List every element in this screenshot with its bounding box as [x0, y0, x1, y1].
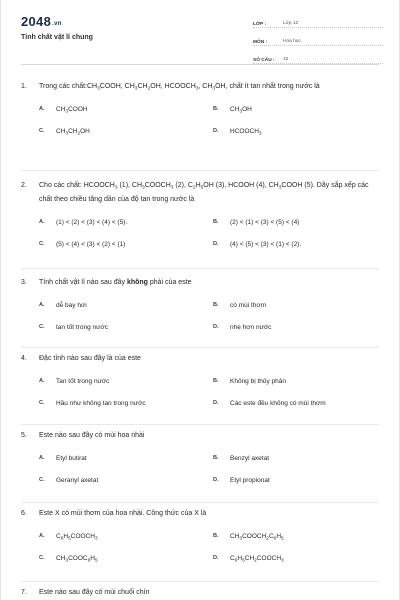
- option-a[interactable]: A. (1) < (2) < (3) < (4) < (5).: [39, 218, 128, 226]
- option-c[interactable]: C. $CH_3CH_2OH$: [39, 127, 90, 136]
- option-b[interactable]: B. $CH_3OH$: [213, 105, 252, 114]
- option-a[interactable]: A. $CH_3COOH$: [39, 105, 88, 114]
- meta-row-count: SỐ CÂU : 10: [253, 49, 383, 64]
- question-5: 5. Este nào sau đây có mùi hoa nhài A. Etyl butirat B. Benzyl axetat C. Geranyl axetat D. Etyl propionat: [21, 429, 381, 491]
- page-title: Tính chất vật lí chung: [21, 34, 93, 41]
- question-stem: Este X có mùi thơm của hoa nhài. Công thức của X là: [39, 510, 207, 517]
- option-c[interactable]: C. tan tốt trong nước: [39, 323, 108, 331]
- option-d[interactable]: D. (4) < (5) < (3) < (1) < (2).: [213, 240, 302, 248]
- page-header: [1, 0, 399, 66]
- option-c[interactable]: C. (5) < (4) < (3) < (2) < (1): [39, 240, 126, 248]
- option-c[interactable]: C. Geranyl axetat: [39, 476, 99, 484]
- question-stem: Tính chất vật lí nào sau đây không phải của este: [39, 279, 192, 286]
- option-d[interactable]: D. nhẹ hơn nước: [213, 323, 272, 331]
- question-4: 4. Đặc tính nào sau đây là của este A. Tan tốt trong nước B. Không bị thủy phân C. Hầu như không tan trong nước D. Các este đều không có mùi thơm: [21, 352, 381, 414]
- question-3: 3. Tính chất vật lí nào sau đây không phải của este A. dễ bay hơi B. có mùi thơm C. tan tốt trong nước D. nhẹ hơn nước: [21, 276, 381, 338]
- question-divider: [21, 268, 379, 269]
- option-d[interactable]: D. Etyl propionat: [213, 476, 270, 484]
- question-divider: [21, 581, 379, 582]
- option-a[interactable]: A. $C_6H_5COOCH_3$: [39, 532, 98, 541]
- meta-row-subject: MÔN : Hóa học: [253, 31, 383, 46]
- option-b[interactable]: B. (2) < (1) < (3) < (5) < (4): [213, 218, 300, 226]
- option-d[interactable]: D. Các este đều không có mùi thơm: [213, 399, 326, 407]
- option-a[interactable]: A. Etyl butirat: [39, 454, 87, 462]
- question-stem: Cho các chất: $HCOOCH_3$ (1), $CH_3COOCH_3$ (2), $C_2H_5OH$ (3), HCOOH (4), $CH_3COOH$ (5). Dãy sắp xếp các chất theo chiều tăng dần của độ tan trong nước là: [39, 182, 369, 203]
- option-b[interactable]: B. Benzyl axetat: [213, 454, 270, 462]
- option-b[interactable]: B. có mùi thơm: [213, 301, 267, 309]
- question-divider: [21, 347, 379, 348]
- option-a[interactable]: A. Tan tốt trong nước: [39, 377, 110, 385]
- option-b[interactable]: B. $CH_3COOCH_2C_6H_5$: [213, 532, 284, 541]
- option-a[interactable]: A. dễ bay hơi: [39, 301, 87, 309]
- header-divider: [21, 64, 379, 65]
- option-c[interactable]: C. Hầu như không tan trong nước: [39, 399, 146, 407]
- question-stem: Este nào sau đây có mùi hoa nhài: [39, 432, 145, 439]
- question-stem: Este nào sau đây có mùi chuối chín: [39, 589, 150, 596]
- question-7: 7. Este nào sau đây có mùi chuối chín: [21, 586, 381, 600]
- meta-box: [253, 13, 383, 67]
- question-2: 2. Cho các chất: $HCOOCH_3$ (1), $CH_3COOCH_3$ (2), $C_2H_5OH$ (3), HCOOH (4), $CH_3COOH$ (5). Dãy sắp xếp các chất theo chiều tăng dần của độ tan trong nước là A. (1) < (2) < (3) < (4) < (5). B. (2) < (1) < (3) < (5) < (4) C. (5) < (4) < (3) < (2) < (1) D. (4) < (5) < (3) < (1) < (2).: [21, 179, 381, 255]
- option-c[interactable]: C. $CH_3COOC_6H_5$: [39, 554, 98, 563]
- question-6: 6. Este X có mùi thơm của hoa nhài. Công thức của X là A. $C_6H_5COOCH_3$ B. $CH_3COOCH_2C_6H_5$ C. $CH_3COOC_6H_5$ D. $C_6H_5CH_2COOCH_3$: [21, 507, 381, 569]
- question-1: 1. Trong các $chất:CH_3COOH$, $CH_3CH_2OH$, $HCOOCH_3$, $CH_3OH$, chất ít tan nhất trong nước là A. $CH_3COOH$ B. $CH_3OH$ C. $CH_3CH_2OH$ D. $HCOOCH_3$: [21, 80, 381, 142]
- option-d[interactable]: D. $C_6H_5CH_2COOCH_3$: [213, 554, 284, 563]
- option-d[interactable]: D. $HCOOCH_3$: [213, 127, 262, 136]
- question-divider: [21, 502, 379, 503]
- question-divider: [21, 424, 379, 425]
- site-logo[interactable]: 2048.vn: [21, 14, 62, 29]
- question-stem: Đặc tính nào sau đây là của este: [39, 355, 141, 362]
- meta-row-class: LỚP : Lớp 12: [253, 13, 383, 28]
- option-b[interactable]: B. Không bị thủy phân: [213, 377, 287, 385]
- question-divider: [21, 170, 379, 171]
- question-stem: Trong các $chất:CH_3COOH$, $CH_3CH_2OH$, $HCOOCH_3$, $CH_3OH$, chất ít tan nhất trong nước là: [39, 83, 320, 92]
